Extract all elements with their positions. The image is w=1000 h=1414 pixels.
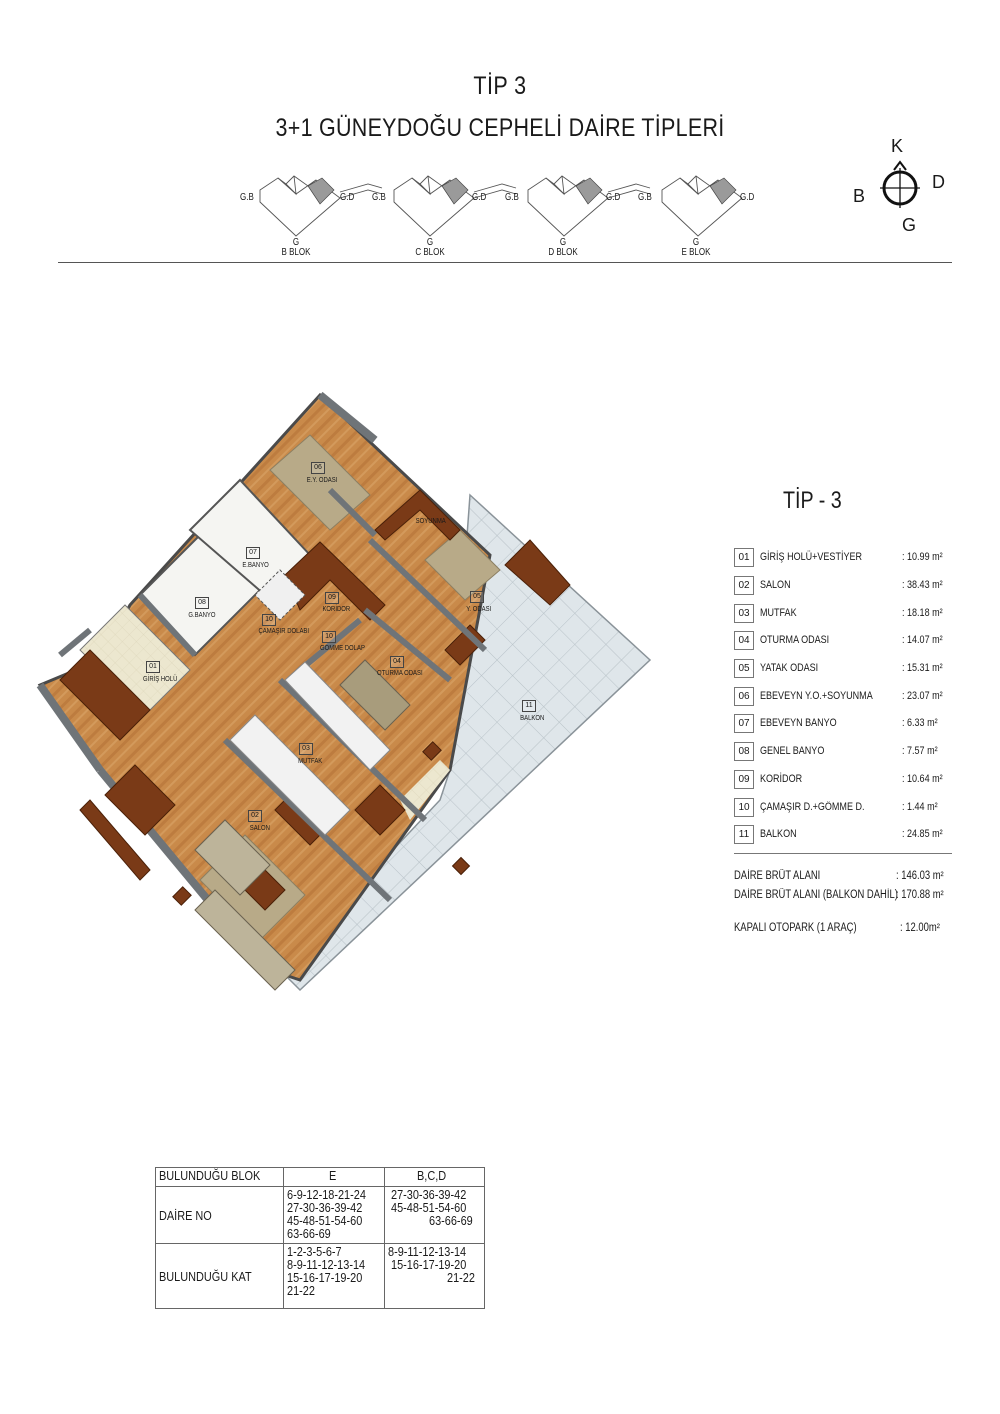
key-south-e: G bbox=[692, 237, 700, 248]
room-name: OTURMA ODASI bbox=[760, 634, 830, 646]
compass-west: B bbox=[853, 186, 866, 206]
plan-label-ey-odasi: E.Y. ODASI bbox=[306, 477, 338, 484]
key-south-c: G bbox=[426, 237, 434, 248]
room-row bbox=[734, 631, 954, 651]
room-name: SALON bbox=[760, 579, 791, 591]
plan-label-giris-holu: GİRİŞ HOLÜ bbox=[143, 676, 178, 683]
kat-e-line: 1-2-3-5-6-7 bbox=[286, 1244, 342, 1259]
daire-bcd-line: 63-66-69 bbox=[428, 1213, 473, 1228]
key-plan-drawing bbox=[230, 160, 770, 240]
plan-label-soyunma: SOYUNMA bbox=[415, 518, 446, 525]
parking-value: : 12.00m² bbox=[900, 922, 940, 934]
room-number: 04 bbox=[734, 631, 754, 650]
key-label-gb: G.B bbox=[505, 192, 519, 203]
room-number: 11 bbox=[734, 825, 754, 844]
plan-label-yatak-odasi: Y. ODASI bbox=[466, 606, 492, 613]
room-row bbox=[734, 825, 954, 845]
key-label-gb: G.B bbox=[240, 192, 254, 203]
room-name: GİRİŞ HOLÜ+VESTİYER bbox=[760, 551, 863, 563]
room-name: YATAK ODASI bbox=[760, 662, 819, 674]
room-name: KORİDOR bbox=[760, 773, 803, 785]
plan-label-e-banyo: E.BANYO bbox=[242, 562, 269, 569]
gross-area-balcony-label: DAİRE BRÜT ALANI (BALKON DAHİL) bbox=[734, 889, 898, 901]
plan-label-oturma-odasi: OTURMA ODASI bbox=[377, 670, 423, 677]
room-row bbox=[734, 714, 954, 734]
page-title: TİP 3 bbox=[473, 72, 527, 100]
plan-label-balkon: BALKON bbox=[520, 715, 545, 722]
summary-divider bbox=[734, 853, 952, 854]
key-block-d: D BLOK bbox=[548, 247, 578, 258]
key-label-gd: G.D bbox=[740, 192, 755, 203]
key-label-gd: G.D bbox=[606, 192, 621, 203]
kat-e-line: 15-16-17-19-20 bbox=[286, 1270, 362, 1285]
room-number: 07 bbox=[734, 714, 754, 733]
plan-num-07: 07 bbox=[246, 547, 260, 559]
plan-num-05: 05 bbox=[470, 591, 484, 603]
table-header-cell: B,C,D bbox=[416, 1168, 446, 1183]
daire-e-line: 63-66-69 bbox=[286, 1226, 331, 1241]
plan-num-11: 11 bbox=[522, 700, 536, 712]
floor-plan-drawing bbox=[30, 380, 670, 1020]
table-row bbox=[156, 1244, 485, 1309]
kat-e-line: 8-9-11-12-13-14 bbox=[286, 1257, 365, 1272]
room-name: EBEVEYN BANYO bbox=[760, 717, 837, 729]
room-area: : 15.31 m² bbox=[902, 662, 943, 674]
plan-num-10a: 10 bbox=[262, 614, 276, 626]
daire-bcd-line: 27-30-36-39-42 bbox=[390, 1187, 467, 1202]
room-area: : 6.33 m² bbox=[902, 717, 938, 729]
floor-plan bbox=[30, 380, 670, 1020]
plan-num-06: 06 bbox=[311, 462, 325, 474]
gross-area-label: DAİRE BRÜT ALANI bbox=[734, 870, 821, 882]
daire-e-line: 27-30-36-39-42 bbox=[286, 1200, 362, 1215]
room-name: MUTFAK bbox=[760, 607, 797, 619]
room-number: 09 bbox=[734, 770, 754, 789]
row-label: DAİRE NO bbox=[159, 1207, 212, 1223]
daire-e-line: 6-9-12-18-21-24 bbox=[286, 1187, 366, 1202]
key-block-c: C BLOK bbox=[415, 247, 445, 258]
plan-label-g-banyo: G.BANYO bbox=[188, 612, 216, 619]
room-name: GENEL BANYO bbox=[760, 745, 825, 757]
compass-east: D bbox=[932, 172, 945, 192]
plan-num-02: 02 bbox=[248, 810, 262, 822]
kat-bcd-line: 8-9-11-12-13-14 bbox=[387, 1244, 466, 1259]
kat-bcd-line: 15-16-17-19-20 bbox=[390, 1257, 467, 1272]
header-divider bbox=[58, 262, 952, 263]
plan-num-10b: 10 bbox=[322, 631, 336, 643]
daire-bcd-line: 45-48-51-54-60 bbox=[390, 1200, 467, 1215]
plan-label-mutfak: MUTFAK bbox=[298, 758, 323, 765]
room-number: 10 bbox=[734, 798, 754, 817]
daire-e-line: 45-48-51-54-60 bbox=[286, 1213, 362, 1228]
key-label-gd: G.D bbox=[472, 192, 487, 203]
room-row bbox=[734, 548, 954, 568]
room-area: : 24.85 m² bbox=[902, 828, 943, 840]
compass-north: K bbox=[891, 136, 904, 156]
compass-south: G bbox=[902, 215, 917, 235]
key-label-gb: G.B bbox=[372, 192, 386, 203]
plan-num-03: 03 bbox=[299, 743, 313, 755]
key-label-gd: G.D bbox=[340, 192, 355, 203]
room-number: 08 bbox=[734, 742, 754, 761]
plan-label-gomme-dolap: GÖMME DOLAP bbox=[319, 645, 365, 652]
compass-icon bbox=[875, 150, 935, 220]
room-row bbox=[734, 659, 954, 679]
table-header-cell: E bbox=[329, 1168, 337, 1183]
kat-bcd-line: 21-22 bbox=[447, 1270, 476, 1285]
table-header-row bbox=[156, 1168, 485, 1187]
room-row bbox=[734, 742, 954, 762]
parking-label: KAPALI OTOPARK (1 ARAÇ) bbox=[734, 922, 857, 934]
table-row bbox=[156, 1187, 485, 1244]
page-subtitle: 3+1 GÜNEYDOĞU CEPHELİ DAİRE TİPLERİ bbox=[275, 114, 725, 142]
room-number: 03 bbox=[734, 604, 754, 623]
room-number: 06 bbox=[734, 687, 754, 706]
room-row bbox=[734, 687, 954, 707]
summary-title: TİP - 3 bbox=[783, 487, 842, 514]
room-area: : 7.57 m² bbox=[902, 745, 938, 757]
room-number: 02 bbox=[734, 576, 754, 595]
room-row bbox=[734, 576, 954, 596]
room-row bbox=[734, 770, 954, 790]
plan-num-04: 04 bbox=[390, 656, 404, 668]
plan-label-camasir-dolabi: ÇAMAŞIR DOLABI bbox=[258, 628, 310, 635]
key-south-d: G bbox=[559, 237, 567, 248]
room-area: : 10.64 m² bbox=[902, 773, 943, 785]
key-block-e: E BLOK bbox=[681, 247, 711, 258]
plan-num-08: 08 bbox=[195, 597, 209, 609]
room-area: : 23.07 m² bbox=[902, 690, 943, 702]
plan-label-salon: SALON bbox=[249, 825, 270, 832]
kat-e-line: 21-22 bbox=[286, 1283, 315, 1298]
key-block-b: B BLOK bbox=[281, 247, 311, 258]
room-number: 01 bbox=[734, 548, 754, 567]
gross-area-balcony-value: : 170.88 m² bbox=[896, 889, 944, 901]
location-table bbox=[155, 1167, 485, 1309]
room-area: : 1.44 m² bbox=[902, 801, 938, 813]
room-row bbox=[734, 604, 954, 624]
room-area: : 18.18 m² bbox=[902, 607, 943, 619]
room-name: EBEVEYN Y.O.+SOYUNMA bbox=[760, 690, 873, 702]
plan-num-09: 09 bbox=[325, 592, 339, 604]
room-name: BALKON bbox=[760, 828, 797, 840]
key-south-b: G bbox=[292, 237, 300, 248]
room-row bbox=[734, 798, 954, 818]
key-label-gb: G.B bbox=[638, 192, 652, 203]
plan-label-koridor: KORİDOR bbox=[322, 606, 351, 613]
room-area: : 38.43 m² bbox=[902, 579, 943, 591]
plan-num-01: 01 bbox=[146, 661, 160, 673]
row-label: BULUNDUĞU KAT bbox=[159, 1268, 252, 1284]
gross-area-value: : 146.03 m² bbox=[896, 870, 944, 882]
room-name: ÇAMAŞIR D.+GÖMME D. bbox=[760, 801, 865, 813]
room-area: : 10.99 m² bbox=[902, 551, 943, 563]
room-number: 05 bbox=[734, 659, 754, 678]
room-area: : 14.07 m² bbox=[902, 634, 943, 646]
table-header-cell: BULUNDUĞU BLOK bbox=[159, 1168, 261, 1183]
